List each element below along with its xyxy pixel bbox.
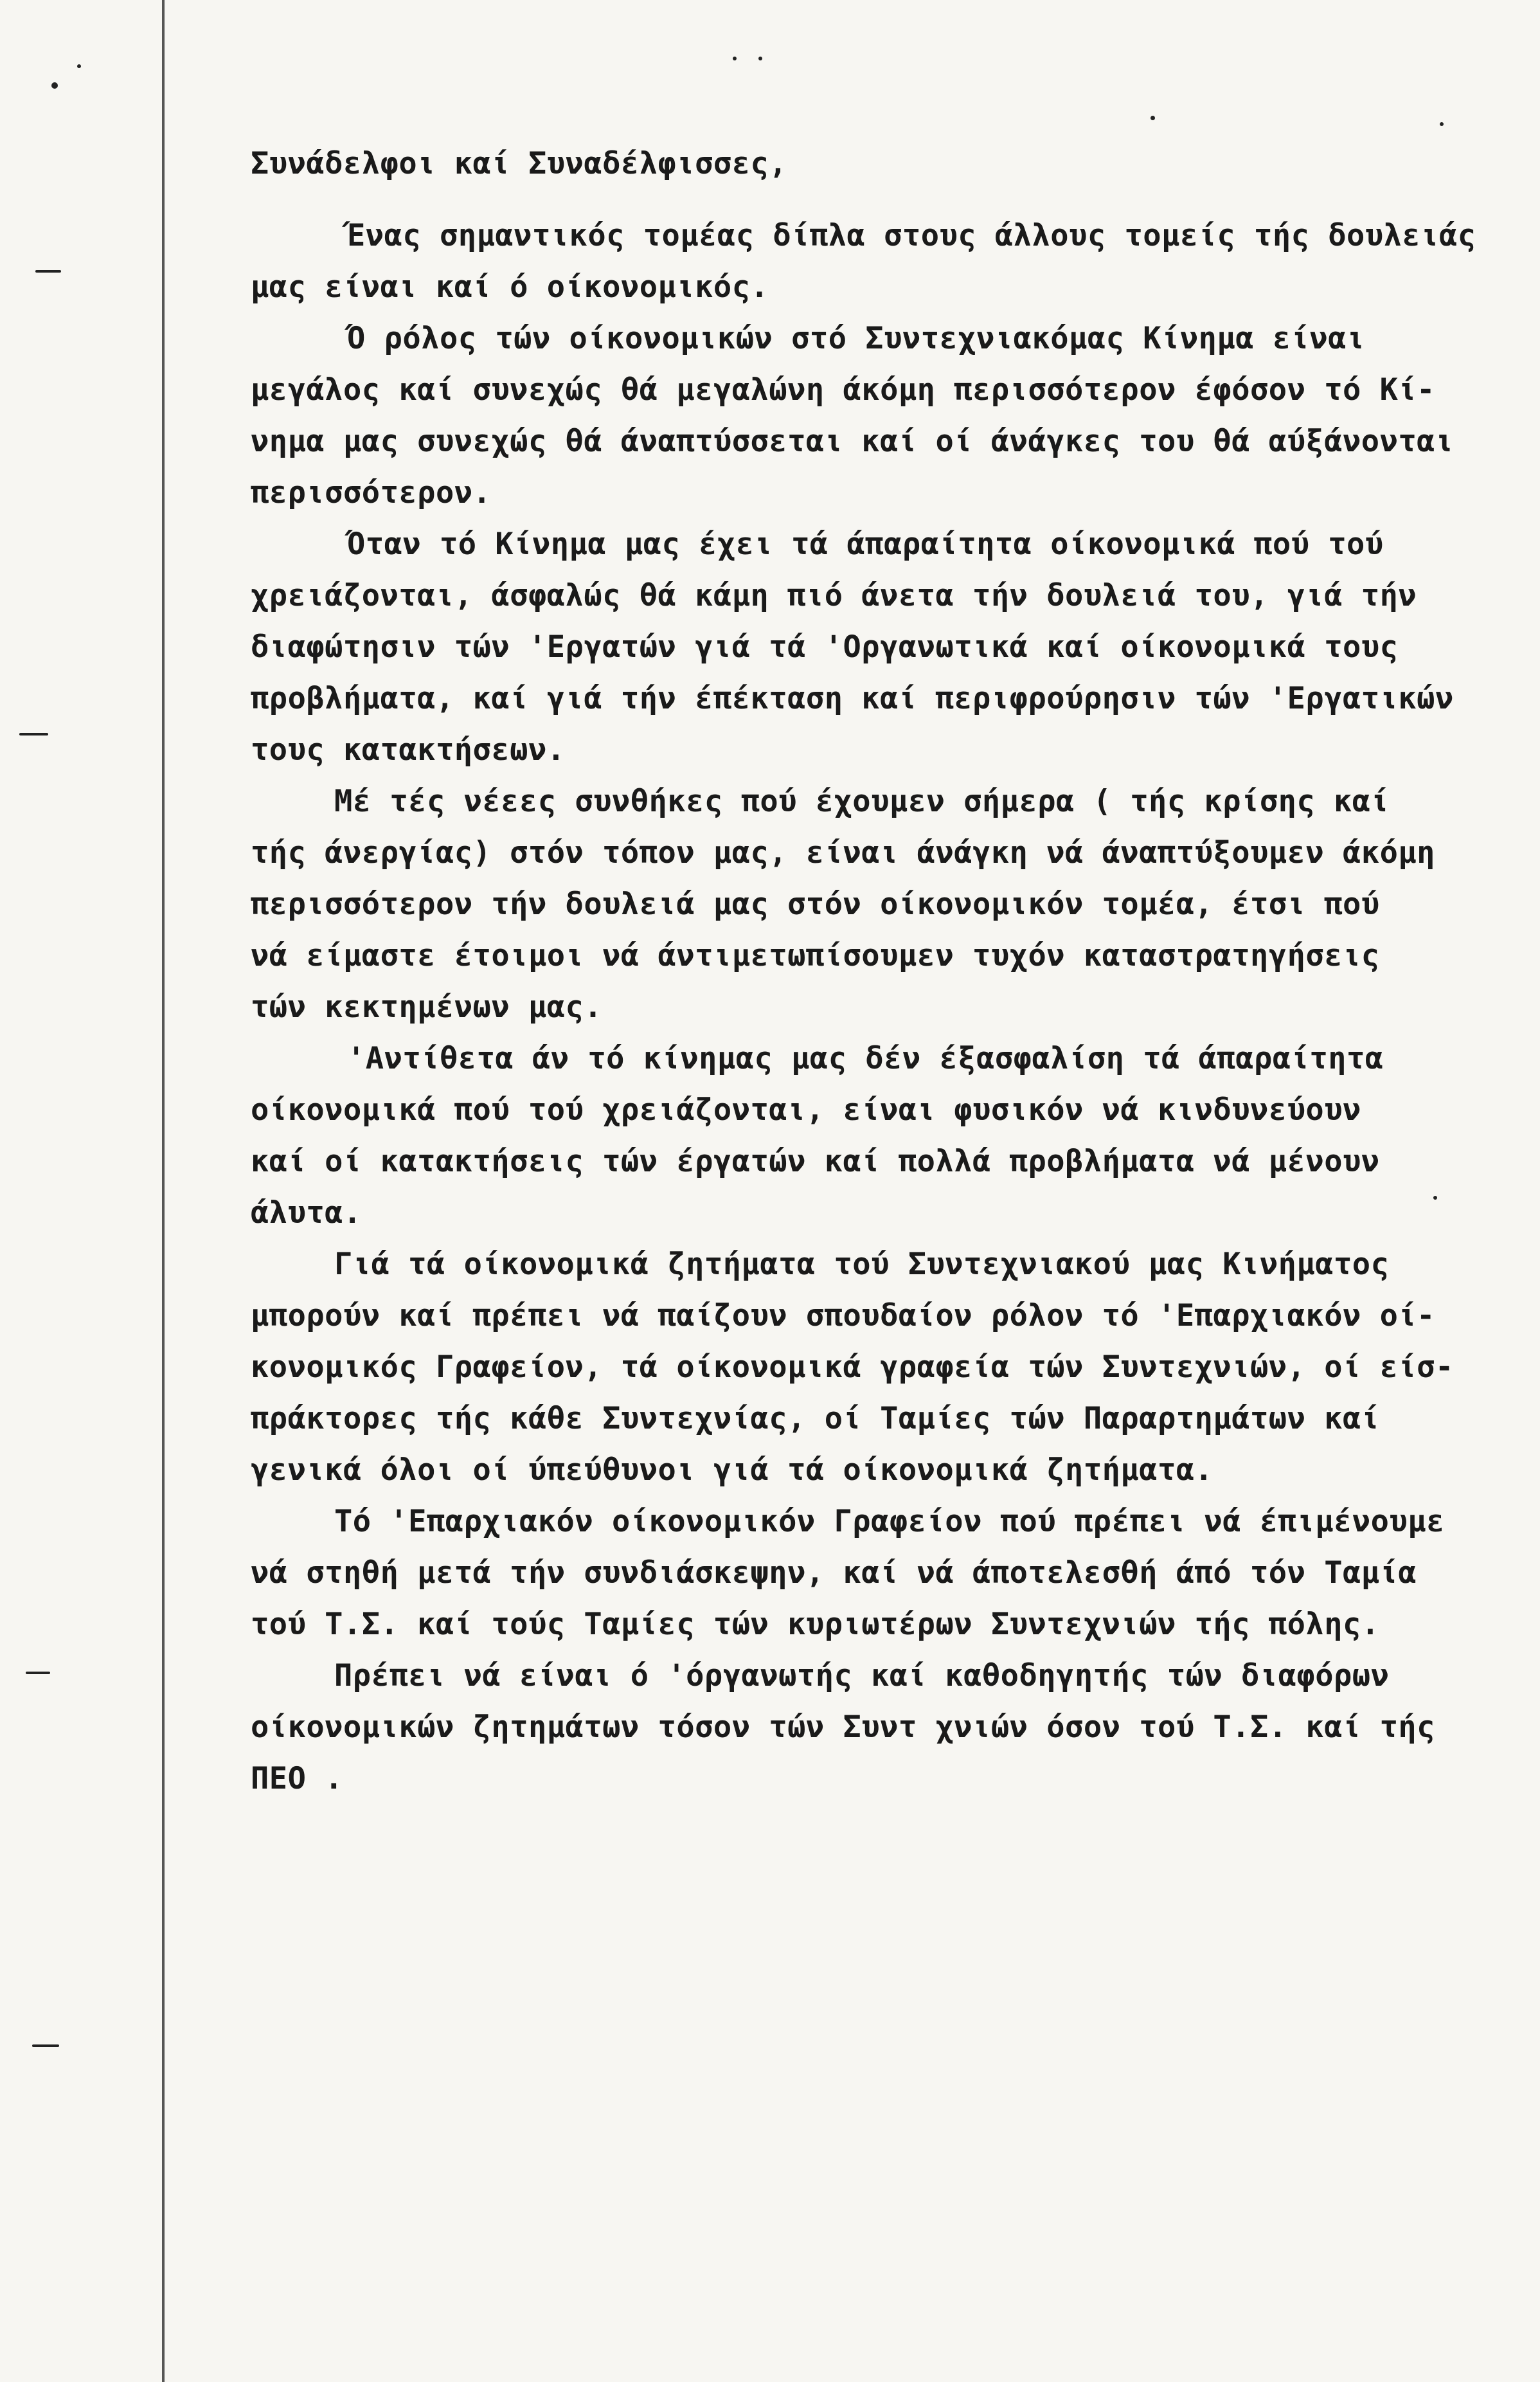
paragraph-7 xyxy=(251,1496,1498,1650)
text-line: ΠΕΟ . xyxy=(251,1761,343,1796)
paragraph-8 xyxy=(251,1650,1498,1805)
scan-speck xyxy=(32,2044,59,2047)
text-line: τού Τ.Σ. καί τούς Ταμίες τών κυριωτέρων Συντεχνιών τής πόλης. xyxy=(251,1607,1380,1642)
scan-speck xyxy=(733,57,737,60)
scan-speck xyxy=(35,270,61,273)
text-line: οίκονομικών ζητημάτων τόσον τών Συντ χνιών όσον τού Τ.Σ. καί τής xyxy=(251,1710,1435,1745)
scan-speck xyxy=(77,64,81,68)
text-line: γενικά όλοι οί ύπεύθυνοι γιά τά οίκονομικά ζητήματα. xyxy=(251,1452,1213,1488)
text-line: Μέ τές νέεες συνθήκες πού έχουμεν σήμερα ( τής κρίσης καί xyxy=(334,784,1390,819)
paragraph-5 xyxy=(251,1033,1498,1239)
paragraph-6 xyxy=(251,1239,1498,1496)
text-line: προβλήματα, καί γιά τήν έπέκταση καί περιφρούρησιν τών 'Εργατικών xyxy=(251,681,1454,716)
text-line: διαφώτησιν τών 'Εργατών γιά τά 'Οργανωτικά καί οίκονομικά τους xyxy=(251,629,1399,665)
text-line: νά είμαστε έτοιμοι νά άντιμετωπίσουμεν τυχόν καταστρατηγήσεις xyxy=(251,938,1380,973)
document-body xyxy=(251,138,1498,1805)
text-line: Τό 'Επαρχιακόν οίκονομικόν Γραφείον πού πρέπει νά έπιμένουμε xyxy=(334,1504,1445,1539)
text-line: νημα μας συνεχώς θά άναπτύσσεται καί οί άνάγκες του θά αύξάνονται xyxy=(251,424,1454,459)
margin-rule xyxy=(162,0,165,2382)
scan-speck xyxy=(1151,116,1155,120)
text-line: κονομικός Γραφείον, τά οίκονομικά γραφεία τών Συντεχνιών, οί είσ- xyxy=(251,1349,1454,1385)
text-line: 'Αντίθετα άν τό κίνημας μας δέν έξασφαλίση τά άπαραίτητα xyxy=(347,1041,1384,1076)
text-line: χρειάζονται, άσφαλώς θά κάμη πιό άνετα τήν δουλειά του, γιά τήν xyxy=(251,578,1417,613)
scan-speck xyxy=(1440,122,1444,126)
paragraph-3 xyxy=(251,519,1498,776)
text-line: πράκτορες τής κάθε Συντεχνίας, οί Ταμίες τών Παραρτημάτων καί xyxy=(251,1401,1380,1436)
text-line: άλυτα. xyxy=(251,1195,362,1231)
scan-speck xyxy=(19,733,48,735)
greeting: Συνάδελφοι καί Συναδέλφισσες, xyxy=(251,146,788,181)
text-line: τους κατακτήσεων. xyxy=(251,732,566,768)
scan-speck xyxy=(758,57,762,60)
text-line: Πρέπει νά είναι ό 'όργανωτής καί καθοδηγητής τών διαφόρων xyxy=(334,1658,1390,1693)
scan-speck xyxy=(26,1672,50,1674)
text-line: καί οί κατακτήσεις τών έργατών καί πολλά προβλήματα νά μένουν xyxy=(251,1144,1380,1179)
text-line: νά στηθή μετά τήν συνδιάσκεψην, καί νά άποτελεσθή άπό τόν Ταμία xyxy=(251,1555,1417,1591)
text-line: Γιά τά οίκονομικά ζητήματα τού Συντεχνιακού μας Κινήματος xyxy=(334,1247,1390,1282)
text-line: τών κεκτημένων μας. xyxy=(251,989,603,1025)
text-line: Ένας σημαντικός τομέας δίπλα στους άλλους τομείς τής δουλειάς xyxy=(347,218,1476,253)
text-line: μεγάλος καί συνεχώς θά μεγαλώνη άκόμη περισσότερον έφόσον τό Κί- xyxy=(251,372,1435,408)
paragraph-4 xyxy=(251,776,1498,1033)
text-line: περισσότερον. xyxy=(251,475,492,510)
text-line: μπορούν καί πρέπει νά παίζουν σπουδαίον ρόλον τό 'Επαρχιακόν οί- xyxy=(251,1298,1435,1333)
paragraph-1 xyxy=(251,210,1498,313)
text-line: περισσότερον τήν δουλειά μας στόν οίκονομικόν τομέα, έτσι πού xyxy=(251,887,1380,922)
text-line: Όταν τό Κίνημα μας έχει τά άπαραίτητα οίκονομικά πού τού xyxy=(347,527,1384,562)
scan-speck xyxy=(51,82,58,89)
text-line: μας είναι καί ό οίκονομικός. xyxy=(251,269,769,305)
text-line: τής άνεργίας) στόν τόπον μας, είναι άνάγκη νά άναπτύξουμεν άκόμη xyxy=(251,835,1435,871)
paragraph-2 xyxy=(251,313,1498,519)
text-line: οίκονομικά πού τού χρειάζονται, είναι φυσικόν νά κινδυνεύουν xyxy=(251,1092,1361,1128)
text-line: Ό ρόλος τών οίκονομικών στό Συντεχνιακόμας Κίνημα είναι xyxy=(347,321,1365,356)
